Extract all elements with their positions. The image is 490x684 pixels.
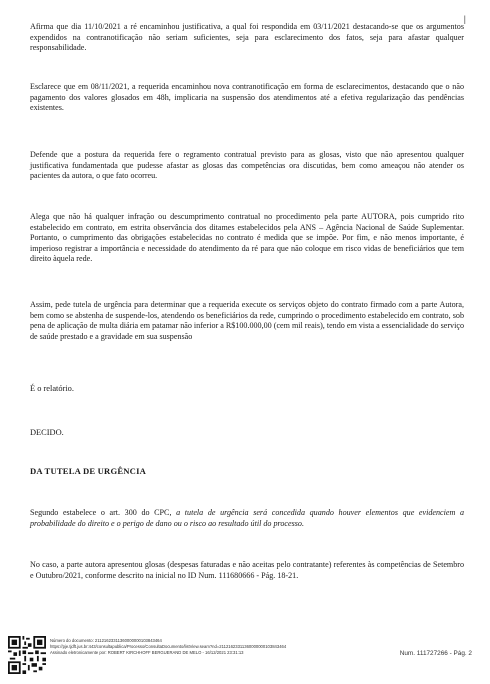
paragraph-pedido-tutela: Assim, pede tutela de urgência para determinar que a requerida execute os serviços objeto do contrato firmado com a parte Autora, bem como se abstenha de suspende-los, atendendo os beneficiários da rede, cumprindo o procedimento estabelecido em contrato, sob pena de aplicação de multa diária em patamar não inferior a R$100.000,00 (cem mil reais), tendo em vista a essencialidade do serviço de saúde prestado e a gravidade em sua suspensão	[30, 300, 464, 341]
paragraph-cpc	[30, 508, 464, 529]
paragraph-justificativa: Afirma que dia 11/10/2021 a ré encaminhou justificativa, a qual foi respondida em 03/11/2021 destacando-se que os argumentos expendidos na contranotificação não seriam suficientes, seja para esclarecimento dos fatos, seja para afastar qualquer responsabilidade.	[30, 22, 464, 53]
paragraph-regramento: Defende que a postura da requerida fere o regramento contratual previsto para as glosas, visto que não apresentou qualquer justificativa fundamentada que pudesse afastar as glosas das competências ora discutidas, bem como ameaçou não atender os pacientes da autora, o que fato ocorreu.	[30, 150, 464, 181]
paragraph-contranotificacao: Esclarece que em 08/11/2021, a requerida encaminhou nova contranotificação em forma de esclarecimentos, destacando que o não pagamento dos valores glosados em 48h, implicaria na suspensão dos atendimentos até a efetiva regularização das pendências existentes.	[30, 82, 464, 113]
page-corner-mark: |	[463, 14, 466, 24]
cpc-lead-text: Segundo estabelece o art. 300 do CPC,	[30, 508, 177, 517]
footer-document-number: Número do documento: 21121623311360000000103843464	[50, 638, 162, 643]
footer-doc-reference: Num. 111727266 - Pág. 2	[399, 650, 472, 657]
decido-line: DECIDO.	[30, 428, 64, 437]
qr-code-icon	[8, 636, 46, 674]
footer-signature-block	[50, 638, 286, 657]
footer-signature: Assinado eletronicamente por: ROBERT KIRCHHOFF BERGUERAND DE MELO - 16/12/2021 23:31:13	[50, 650, 244, 656]
section-title: DA TUTELA DE URGÊNCIA	[30, 466, 147, 476]
relatorio-line: É o relatório.	[30, 384, 74, 393]
document-footer	[0, 632, 490, 684]
paragraph-glosas: No caso, a parte autora apresentou glosas (despesas faturadas e não aceitas pelo contratante) referentes às competências de Setembro e Outubro/2021, conforme descrito na inicial no ID Num. 111680666 - Pág. 18-21.	[30, 560, 464, 580]
cpc-quote-text: a tutela de urgência será concedida quando houver elementos que evidenciem a probabilidade do direito e o perigo de dano ou o risco ao resultado útil do processo.	[30, 508, 465, 528]
paragraph-alegacao: Alega que não há qualquer infração ou descumprimento contratual no procedimento pela parte AUTORA, pois cumprido rito estabelecido em contrato, em estrita observância dos ditames estabelecidos pela ANS – Agência Nacional de Saúde Suplementar. Portanto, o cumprimento das obrigações estabelecidas no contrato é medida que se impõe. Por fim, e não menos importante, é imperioso registrar a importância e necessidade do atendimento da ré para que não coloque em risco vidas de beneficiários que tem direito àquela rede.	[30, 212, 464, 264]
footer-consulta-link[interactable]: https://pje.tjdft.jus.br:443/consultapublica/Processo/ConsultaDocumento/listView.seam?nd=21121623311360000000103843464	[50, 644, 287, 650]
